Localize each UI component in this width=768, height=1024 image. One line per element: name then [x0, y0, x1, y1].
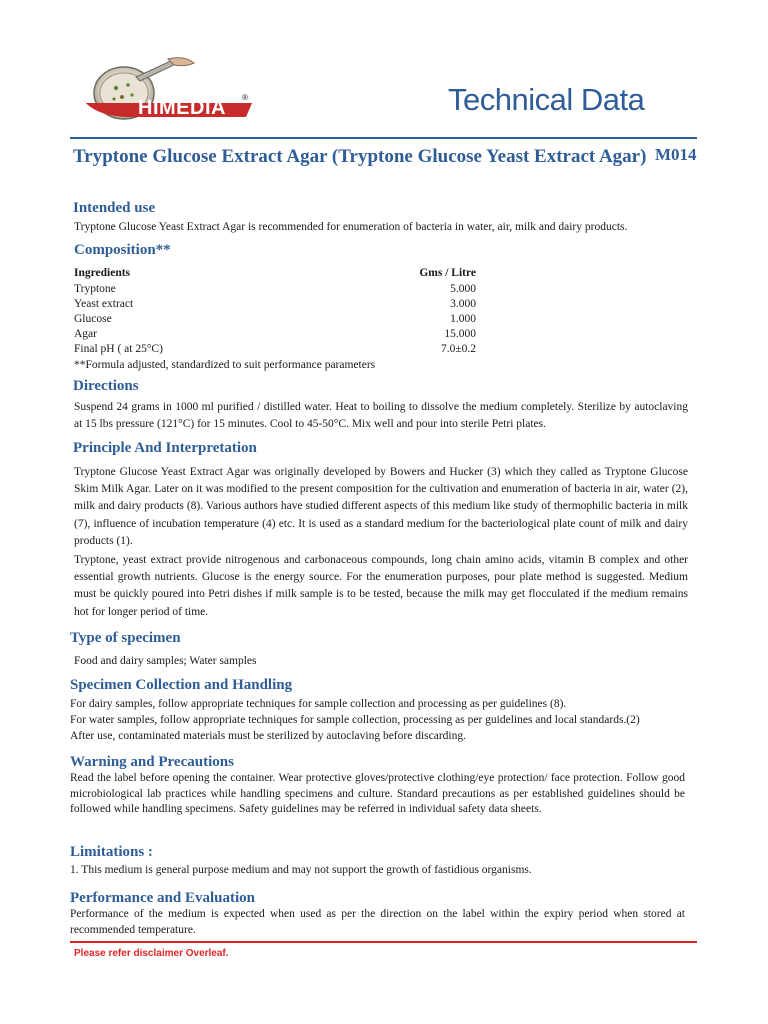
ingredient-name: Glucose: [74, 313, 112, 325]
principle-heading: Principle And Interpretation: [73, 440, 257, 456]
amount-column-header: Gms / Litre: [419, 267, 476, 279]
ingredient-amount: 1.000: [450, 313, 476, 325]
composition-note: **Formula adjusted, standardized to suit performance parameters: [74, 359, 376, 371]
section-title: Technical Data: [448, 82, 645, 117]
collection-line-1: For dairy samples, follow appropriate techniques for sample collection and processing as per guidelines (8).: [70, 698, 567, 710]
collection-line-2: For water samples, follow appropriate techniques for sample collection, processing as per guidelines and local standards.(2): [70, 714, 640, 726]
composition-header-row: [74, 266, 476, 282]
warning-heading: Warning and Precautions: [70, 754, 234, 770]
table-row: [74, 312, 476, 327]
brand-wordmark: HIMEDIA: [138, 97, 226, 119]
warning-text: Read the label before opening the container. Wear protective gloves/protective clothing/eye protection/ face protection. Follow good microbiological lab practices while handling specimens and culture. Standard precautions as per established guidelines should be followed while handling specimens. Safety guidelines may be referred in individual safety data sheets.: [70, 772, 685, 815]
intended-use-heading: Intended use: [73, 200, 156, 216]
table-row: [74, 282, 476, 297]
ingredient-name: Yeast extract: [74, 298, 134, 310]
product-code: M014: [655, 145, 697, 164]
ingredient-amount: 3.000: [450, 298, 476, 310]
document-title: Tryptone Glucose Extract Agar (Tryptone Glucose Yeast Extract Agar): [73, 146, 647, 167]
ingredient-name: Tryptone: [74, 283, 116, 295]
principle-paragraph-2: Tryptone, yeast extract provide nitrogenous and carbonaceous compounds, long chain amino acids, vitamin B complex and other essential growth nutrients. Glucose is the energy source. For the enumeration purposes, pour plate method is suggested. Medium must be quickly poured into Petri dishes if milk sample is to be tested, because the milk may get flocculated if the medium remains hot for longer period of time.: [74, 554, 688, 618]
limitations-heading: Limitations :: [70, 844, 153, 860]
logo-graphic: [76, 55, 256, 130]
performance-heading: Performance and Evaluation: [70, 890, 255, 906]
himedia-logo: [76, 55, 256, 130]
ingredient-amount: 15.000: [444, 328, 476, 340]
svg-text:®: ®: [242, 93, 248, 102]
composition-heading: Composition**: [74, 242, 171, 258]
directions-text: Suspend 24 grams in 1000 ml purified / distilled water. Heat to boiling to dissolve the medium completely. Sterilize by autoclaving at 15 lbs pressure (121°C) for 15 minutes. Cool to 45-50°C. Mix well and pour into sterile Petri plates.: [74, 401, 688, 430]
ingredient-amount: 7.0±0.2: [440, 343, 476, 355]
specimen-type-heading: Type of specimen: [70, 630, 181, 646]
header-divider: [70, 137, 697, 139]
specimen-type-text: Food and dairy samples; Water samples: [74, 655, 257, 667]
table-row: [74, 327, 476, 342]
intended-use-text: Tryptone Glucose Yeast Extract Agar is recommended for enumeration of bacteria in water, air, milk and dairy products.: [74, 221, 628, 233]
table-row: [74, 342, 476, 357]
performance-text: Performance of the medium is expected when used as per the direction on the label within the expiry period when stored at recommended temperature.: [70, 908, 685, 936]
composition-table: [74, 266, 476, 357]
ingredient-name: Agar: [74, 328, 97, 340]
limitations-text: 1. This medium is general purpose medium and may not support the growth of fastidious organisms.: [70, 864, 532, 876]
collection-line-3: After use, contaminated materials must be sterilized by autoclaving before discarding.: [70, 730, 466, 742]
ingredient-column-header: Ingredients: [74, 267, 131, 279]
ingredient-amount: 5.000: [450, 283, 476, 295]
directions-heading: Directions: [73, 378, 139, 394]
table-row: [74, 297, 476, 312]
disclaimer-text: Please refer disclaimer Overleaf.: [74, 948, 229, 959]
collection-heading: Specimen Collection and Handling: [70, 677, 293, 693]
footer-divider: [70, 941, 697, 943]
ingredient-name: Final pH ( at 25°C): [74, 343, 163, 355]
principle-paragraph-1: Tryptone Glucose Yeast Extract Agar was originally developed by Bowers and Hucker (3) which they called as Tryptone Glucose Skim Milk Agar. Later on it was modified to the present composition for the cultivation and enumeration of bacteria in air, water (2), milk and dairy products (8). Various authors have studied different aspects of this medium like study of thermophilic bacteria in milk (7), influence of incubation temperature (4) etc. It is used as a standard medium for the bacteriological plate count of milk and dairy products (1).: [74, 466, 688, 547]
